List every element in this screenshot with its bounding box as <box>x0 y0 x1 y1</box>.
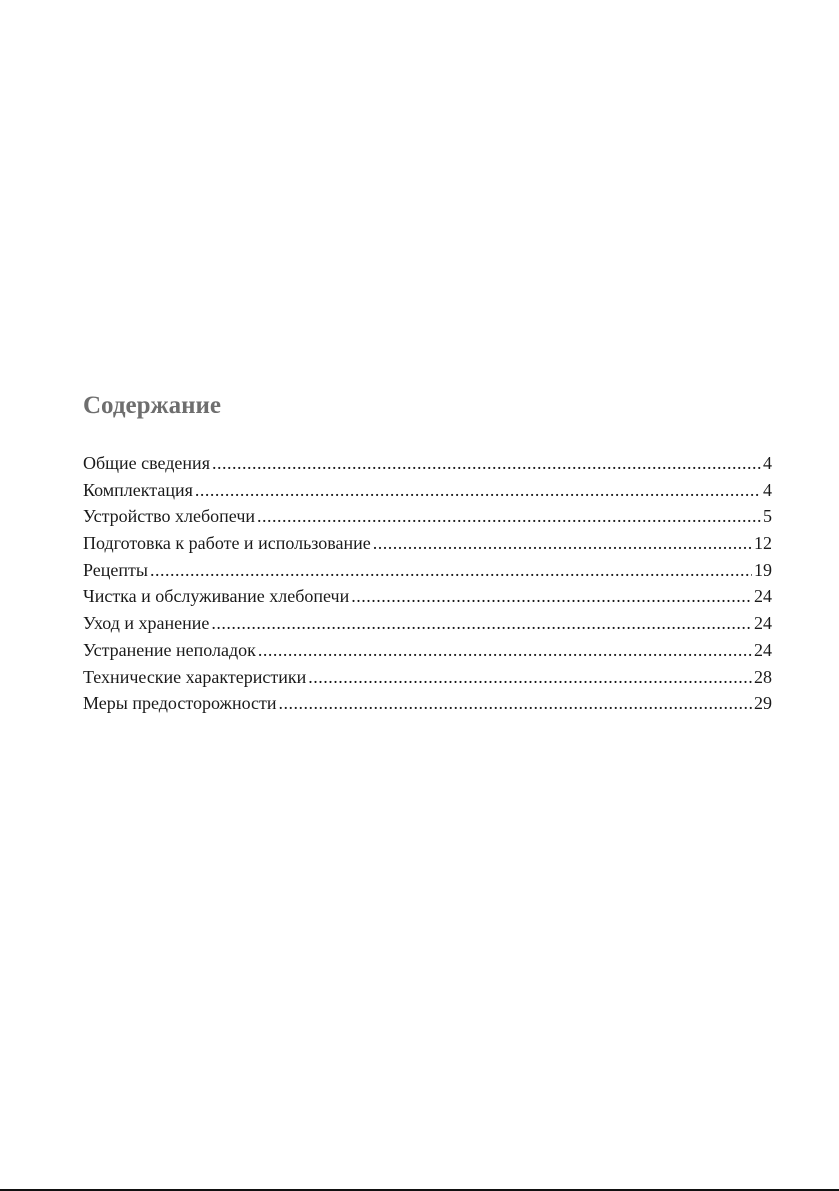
toc-entry-page: 29 <box>754 693 772 714</box>
dot-leader <box>308 664 752 691</box>
table-of-contents <box>83 388 772 714</box>
toc-entry-text: Общие сведения <box>83 453 210 473</box>
toc-entry-page: 28 <box>754 666 772 687</box>
toc-entry-page: 12 <box>754 533 772 554</box>
toc-entry <box>83 583 772 610</box>
toc-entry <box>83 664 772 691</box>
toc-entry <box>83 530 772 557</box>
toc-entry-page: 4 <box>763 479 772 500</box>
toc-entry-text: Рецепты <box>83 559 148 580</box>
toc-entry <box>83 690 772 717</box>
toc-entry-page: 24 <box>754 613 772 634</box>
toc-entry-text: Комплектация <box>83 479 193 500</box>
toc-entry-page: 4 <box>763 453 772 473</box>
toc-entry-page: 5 <box>763 506 772 527</box>
toc-entry <box>83 610 772 637</box>
toc-entry <box>83 450 772 477</box>
toc-entry-text: Уход и хранение <box>83 613 210 634</box>
toc-entry-text: Технические характеристики <box>83 666 307 687</box>
toc-entry-page: 19 <box>754 559 772 580</box>
dot-leader <box>212 450 761 477</box>
toc-entry-text: Меры предосторожности <box>83 693 277 714</box>
dot-leader <box>351 583 752 610</box>
toc-entry <box>83 557 772 584</box>
toc-list <box>83 450 772 717</box>
dot-leader <box>150 557 752 584</box>
toc-entry-text: Чистка и обслуживание хлебопечи <box>83 586 350 607</box>
toc-entry <box>83 477 772 504</box>
toc-entry <box>83 503 772 530</box>
dot-leader <box>195 477 761 504</box>
toc-entry-text: Устройство хлебопечи <box>83 506 256 527</box>
toc-entry-text: Подготовка к работе и использование <box>83 533 371 554</box>
toc-entry-text: Устранение неполадок <box>83 639 256 660</box>
toc-entry <box>83 637 772 664</box>
toc-entry-page: 24 <box>754 639 772 660</box>
dot-leader <box>373 530 752 557</box>
dot-leader <box>257 503 761 530</box>
toc-title: Содержание <box>83 392 222 419</box>
dot-leader <box>258 637 752 664</box>
dot-leader <box>211 610 752 637</box>
toc-entry-page: 24 <box>754 586 772 607</box>
dot-leader <box>279 690 752 717</box>
